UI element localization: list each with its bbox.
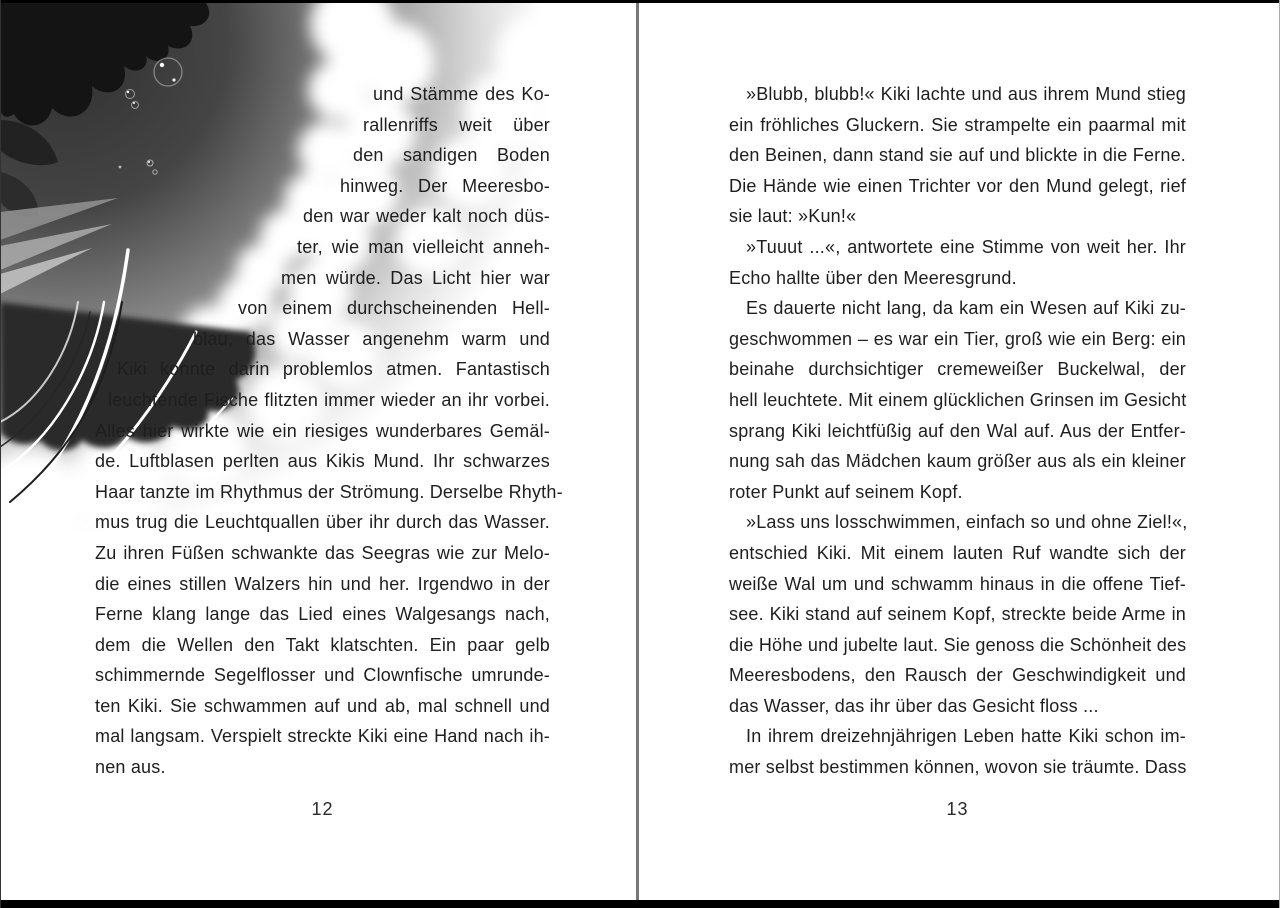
text-line: ten Kiki. Sie schwammen auf und ab, mal schnell und	[95, 695, 550, 716]
text-line: »Blubb, blubb!« Kiki lachte und aus ihrem Mund stieg	[746, 84, 1186, 104]
right-page-number: 13	[946, 799, 969, 819]
text-line: rallenriffs weit über	[363, 114, 550, 135]
text-line: dem die Wellen den Takt klatschten. Ein paar gelb	[95, 634, 550, 655]
text-line: roter Punkt auf seinem Kopf.	[729, 481, 963, 502]
text-line: das Wasser, das ihr über das Gesicht floss ...	[729, 695, 1099, 716]
text-line: den war weder kalt noch düs-	[303, 206, 550, 227]
text-line: ter, wie man vielleicht anneh-	[297, 236, 550, 257]
text-line: den sandigen Boden	[353, 145, 550, 166]
text-line: von einem durchscheinenden Hell-	[238, 298, 550, 319]
text-line: Kiki konnte darin problemlos atmen. Fantastisch	[117, 359, 550, 380]
text-line: mal langsam. Verspielt streckte Kiki eine Hand nach ih-	[95, 726, 550, 747]
left-page-number: 12	[311, 799, 334, 819]
frame-top-line	[0, 0, 1280, 3]
frame-left-line	[0, 0, 1, 908]
text-line: blau, das Wasser angenehm warm und	[193, 328, 550, 349]
left-page-text	[95, 79, 563, 783]
text-line: hinweg. Der Meeresbo-	[340, 175, 550, 196]
text-line: Zu ihren Füßen schwankte das Seegras wie zur Melo-	[95, 542, 550, 563]
text-line: mus trug die Leuchtquallen über ihr durch das Wasser.	[95, 512, 550, 533]
text-line: »Lass uns losschwimmen, einfach so und ohne Ziel!«,	[746, 512, 1188, 533]
text-line: Haar tanzte im Rhythmus der Strömung. Derselbe Rhyth-	[95, 481, 563, 502]
text-line: weiße Wal um und schwamm hinaus in die offene Tief-	[729, 573, 1186, 594]
text-line: Echo hallte über den Meeresgrund.	[729, 267, 1017, 288]
frame-bottom-line	[0, 900, 1280, 908]
text-line: die Höhe und jubelte laut. Sie genoss die Schönheit des	[729, 634, 1187, 655]
text-line: sprang Kiki leichtfüßig auf den Wal auf. Aus der Entfer-	[729, 420, 1186, 441]
text-line: leuchtende Fische flitzten immer wieder an ihr vorbei.	[108, 389, 550, 410]
text-line: ein fröhliches Gluckern. Sie strampelte ein paarmal mit	[729, 114, 1186, 135]
text-line: sie laut: »Kun!«	[729, 206, 857, 227]
text-line: nung sah das Mädchen kaum größer aus als ein kleiner	[729, 451, 1186, 472]
text-line: »Tuuut ...«, antwortete eine Stimme von weit her. Ihr	[746, 236, 1186, 257]
center-divider	[636, 3, 639, 900]
text-line: Alles hier wirkte wie ein riesiges wunderbares Gemäl-	[95, 420, 550, 441]
text-line: Es dauerte nicht lang, da kam ein Wesen auf Kiki zu-	[746, 298, 1186, 319]
text-line: hell leuchtete. Mit einem glücklichen Grinsen im Gesicht	[729, 389, 1187, 410]
text-line: see. Kiki stand auf seinem Kopf, streckte beide Arme in	[729, 604, 1186, 625]
text-line: beinahe durchsichtiger cremeweißer Buckelwal, der	[729, 359, 1186, 380]
text-line: Meeresbodens, den Rausch der Geschwindigkeit und	[729, 665, 1186, 686]
right-page-text	[729, 79, 1186, 783]
text-line: men würde. Das Licht hier war	[281, 267, 550, 288]
text-line: schimmernde Segelflosser und Clownfische umrunde-	[95, 665, 550, 686]
text-line: geschwommen – es war ein Tier, groß wie ein Berg: ein	[729, 328, 1186, 349]
text-line: In ihrem dreizehnjährigen Leben hatte Kiki schon im-	[746, 726, 1186, 747]
text-line: nen aus.	[95, 757, 166, 778]
text-line: mer selbst bestimmen können, wovon sie träumte. Dass	[729, 757, 1187, 778]
text-line: die eines stillen Walzers hin und her. Irgendwo in der	[95, 573, 550, 594]
text-line: Ferne klang lange das Lied eines Walgesangs nach,	[95, 604, 550, 625]
text-line: de. Luftblasen perlten aus Kikis Mund. Ihr schwarzes	[95, 451, 550, 472]
text-line: und Stämme des Ko-	[373, 84, 550, 104]
text-line: entschied Kiki. Mit einem lauten Ruf wandte sich der	[729, 542, 1186, 563]
text-line: Die Hände wie einen Trichter vor den Mund gelegt, rief	[729, 175, 1186, 196]
text-line: den Beinen, dann stand sie auf und blickte in die Ferne.	[729, 145, 1186, 166]
